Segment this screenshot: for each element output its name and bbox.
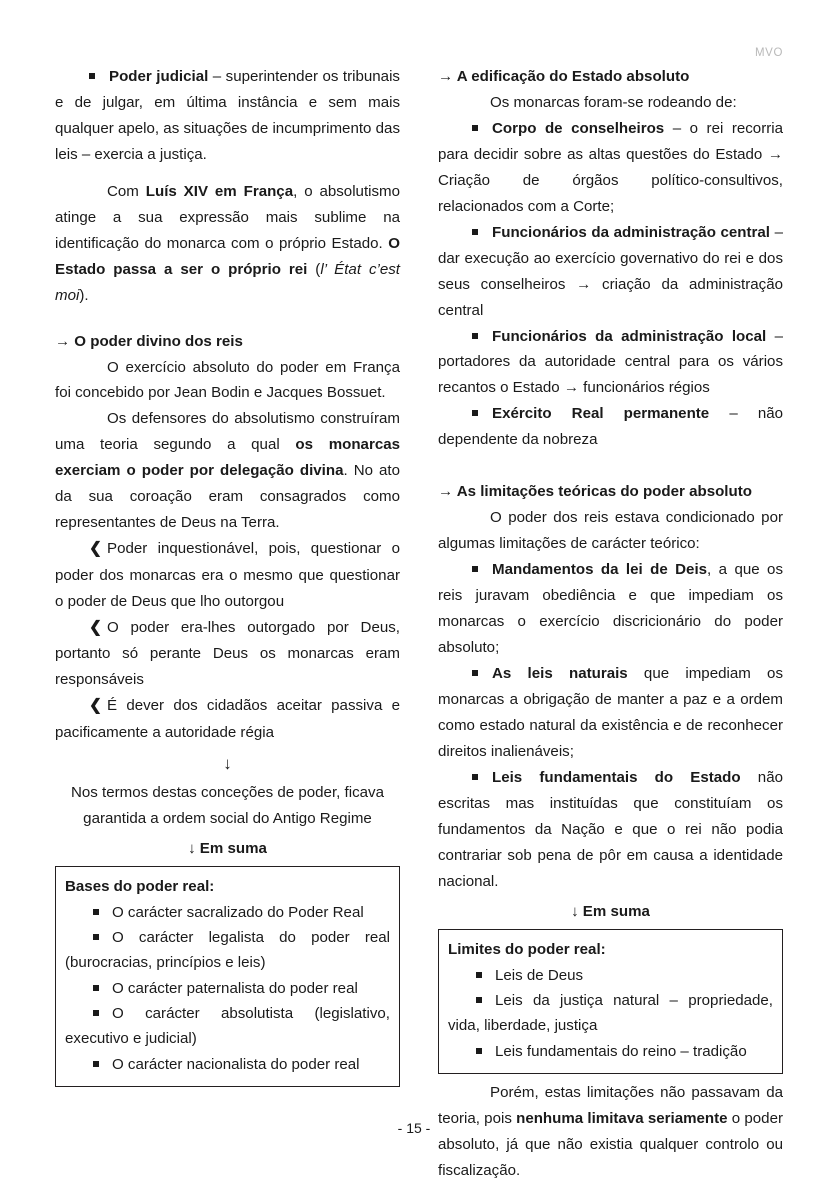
poder-judicial-bold: Poder judicial <box>109 68 209 85</box>
porem-pre: Porém, estas limitações não passavam da teoria, pois <box>438 1083 783 1127</box>
box-left-item-5 <box>65 1052 390 1077</box>
box-left-item-3-text: O carácter paternalista do poder real <box>112 979 358 997</box>
square-bullet-icon <box>472 774 478 780</box>
square-bullet-icon <box>472 333 478 339</box>
luis-xiv-bold: Luís XIV em França <box>145 182 294 200</box>
square-bullet-icon <box>89 73 95 79</box>
leis-naturais-rest: que impediam os monarcas a obrigação de manter a paz e a ordem como estado natural da existência e de reconhecer direitos inalienáveis; <box>438 664 783 760</box>
square-bullet-icon <box>476 997 482 1003</box>
paragraph-poder-reis-condicionado: O poder dos reis estava condicionado por algumas limitações de carácter teórico: <box>438 509 783 553</box>
defensores-pre: Os defensores do absolutismo construíram uma teoria segundo a qual <box>55 410 400 454</box>
arrow-down-icon: ↓ <box>223 753 232 773</box>
heading-edificacao-label: A edificação do Estado absoluto <box>456 68 690 85</box>
square-bullet-icon <box>476 1048 482 1054</box>
square-bullet-icon <box>472 125 478 131</box>
square-bullet-icon <box>93 1061 99 1067</box>
square-bullet-icon <box>472 410 478 416</box>
heading-poder-divino-label: O poder divino dos reis <box>74 332 243 350</box>
nenhuma-limitava-bold: nenhuma limitava seriamente <box>516 1109 728 1127</box>
box-limites-do-poder-real <box>438 929 783 1074</box>
angle-bullet-icon: ❮ <box>89 540 102 558</box>
heading-edificacao <box>438 64 783 90</box>
em-suma-label-right: ↓ Em suma <box>571 902 650 920</box>
paragraph-monarcas-rodeando: Os monarcas foram-se rodeando de: <box>490 93 737 111</box>
paren-open: ( <box>307 260 321 278</box>
estado-proprio-rei-bold: O Estado passa a ser o próprio rei <box>55 234 400 278</box>
heading-limitacoes-label: As limitações teóricas do poder absoluto <box>456 483 752 501</box>
paragraph-conclusao-esquerda: Nos termos destas conceções de poder, ficava garantida a ordem social do Antigo Regime <box>71 783 384 827</box>
angle-item-3-text: É dever dos cidadãos aceitar passiva e pacificamente a autoridade régia <box>55 697 400 741</box>
square-bullet-icon <box>476 972 482 978</box>
box-title-right: Limites do poder real: <box>448 941 606 959</box>
paragraph-defensores <box>55 406 400 536</box>
angle-item-1-text: Poder inquestionável, pois, questionar o poder dos monarcas era o mesmo que questionar o poder de Deus que lho outorgou <box>55 540 400 610</box>
luis-xiv-mid: , o absolutismo atinge a sua expressão mais sublime na identificação do monarca com o próprio Estado. <box>55 182 401 252</box>
item-funcionarios-local <box>438 324 783 402</box>
item-exercito-real <box>438 401 783 453</box>
box-left-item-1-text: O carácter sacralizado do Poder Real <box>112 903 364 921</box>
box-left-item-1 <box>65 900 390 925</box>
angle-bullet-icon: ❮ <box>89 697 102 715</box>
angle-item-1 <box>55 536 400 615</box>
angle-bullet-icon: ❮ <box>89 618 102 636</box>
angle-item-2-text: O poder era-lhes outorgado por Deus, portanto só perante Deus os monarcas eram responsáveis <box>55 618 400 689</box>
leis-naturais-bold: As leis naturais <box>492 664 628 682</box>
box-left-item-2 <box>65 925 390 976</box>
mandamentos-rest: , a que os reis juravam obediência e que impediam os monarcas o exercício discricionário do poder absoluto; <box>438 561 783 657</box>
header-watermark: MVO <box>755 47 783 59</box>
funcionarios-central-rest: – dar execução ao exercício governativo do rei e dos seus conselheiros → criação da administração central <box>438 223 784 319</box>
box-left-item-4 <box>65 1001 390 1052</box>
box-right-item-1 <box>448 963 773 988</box>
square-bullet-icon <box>93 909 99 915</box>
heading-limitacoes-teoricas <box>438 479 783 505</box>
delegacao-divina-bold: os monarcas exerciam o poder por delegação divina <box>55 436 401 480</box>
box-right-item-2-text: Leis da justiça natural – propriedade, vida, liberdade, justiça <box>448 991 773 1035</box>
exercito-real-bold: Exército Real permanente <box>492 405 710 423</box>
funcionarios-local-bold: Funcionários da administração local <box>492 327 767 345</box>
funcionarios-central-bold: Funcionários da administração central <box>492 223 771 241</box>
arrow-right-icon: → <box>55 332 71 350</box>
box-title-left: Bases do poder real: <box>65 878 215 896</box>
page-number: - 15 - <box>397 1120 431 1136</box>
item-corpo-conselheiros <box>438 116 783 220</box>
poder-judicial-rest: – superintender os tribunais e de julgar, em última instância e sem mais qualquer apelo, as situações de incumprimento das leis – exercia a justiça. <box>55 68 400 163</box>
corpo-conselheiros-bold: Corpo de conselheiros <box>492 119 665 137</box>
right-column <box>438 64 783 1184</box>
leis-fundamentais-bold: Leis fundamentais do Estado <box>492 768 741 786</box>
mandamentos-bold: Mandamentos da lei de Deis <box>492 561 708 579</box>
em-suma-label-left: ↓ Em suma <box>188 839 267 857</box>
square-bullet-icon <box>472 229 478 235</box>
angle-item-3 <box>55 693 400 746</box>
corpo-conselheiros-rest: – o rei recorria para decidir sobre as altas questões do Estado → Criação de órgãos político-consultivos, relacionados com a Corte; <box>438 119 783 215</box>
box-left-item-3 <box>65 976 390 1001</box>
box-right-item-3-text: Leis fundamentais do reino – tradição <box>495 1042 747 1060</box>
two-column-body <box>55 64 783 1184</box>
funcionarios-local-rest: – portadores da autoridade central para os vários recantos o Estado → funcionários régios <box>438 327 783 397</box>
box-left-item-4-text: O carácter absolutista (legislativo, executivo e judicial) <box>65 1005 390 1048</box>
arrow-right-icon: → <box>438 68 454 85</box>
defensores-post: . No ato da sua coroação eram consagrados como representantes de Deus na Terra. <box>55 462 400 532</box>
exercito-real-rest: – não dependente da nobreza <box>438 405 783 449</box>
heading-poder-divino <box>55 329 400 355</box>
paragraph-poder-judicial <box>55 64 400 168</box>
luis-xiv-pre: Com <box>107 182 146 200</box>
box-left-item-5-text: O carácter nacionalista do poder real <box>112 1055 360 1073</box>
item-funcionarios-central <box>438 220 783 324</box>
box-right-item-1-text: Leis de Deus <box>495 966 584 984</box>
paren-close: ). <box>79 286 89 304</box>
square-bullet-icon <box>472 566 478 572</box>
item-leis-fundamentais-estado <box>438 765 783 895</box>
box-right-item-2 <box>448 988 773 1039</box>
square-bullet-icon <box>93 985 99 991</box>
porem-post: o poder absoluto, já que não existia qualquer controlo ou fiscalização. <box>438 1109 783 1179</box>
left-column <box>55 64 400 1184</box>
arrow-right-icon: → <box>438 483 454 501</box>
box-left-item-2-text: O carácter legalista do poder real (burocracias, princípios e leis) <box>65 928 390 972</box>
square-bullet-icon <box>472 670 478 676</box>
angle-item-2 <box>55 615 400 694</box>
box-bases-do-poder-real <box>55 866 400 1087</box>
letat-cest-moi-italic: l’ État c’est moi <box>55 260 400 304</box>
paragraph-exercicio-absoluto: O exercício absoluto do poder em França foi concebido por Jean Bodin e Jacques Bossuet. <box>55 358 400 402</box>
square-bullet-icon <box>93 1010 99 1016</box>
item-leis-naturais <box>438 661 783 765</box>
item-mandamentos-lei-deus <box>438 557 783 661</box>
square-bullet-icon <box>93 934 99 940</box>
paragraph-luis-xiv <box>55 179 400 309</box>
leis-fundamentais-rest: não escritas mas instituídas que constituíam os fundamentos da Nação e que o rei não podia contrariar sob pena de pôr em causa a identidade nacional. <box>438 768 783 890</box>
box-right-item-3 <box>448 1039 773 1064</box>
